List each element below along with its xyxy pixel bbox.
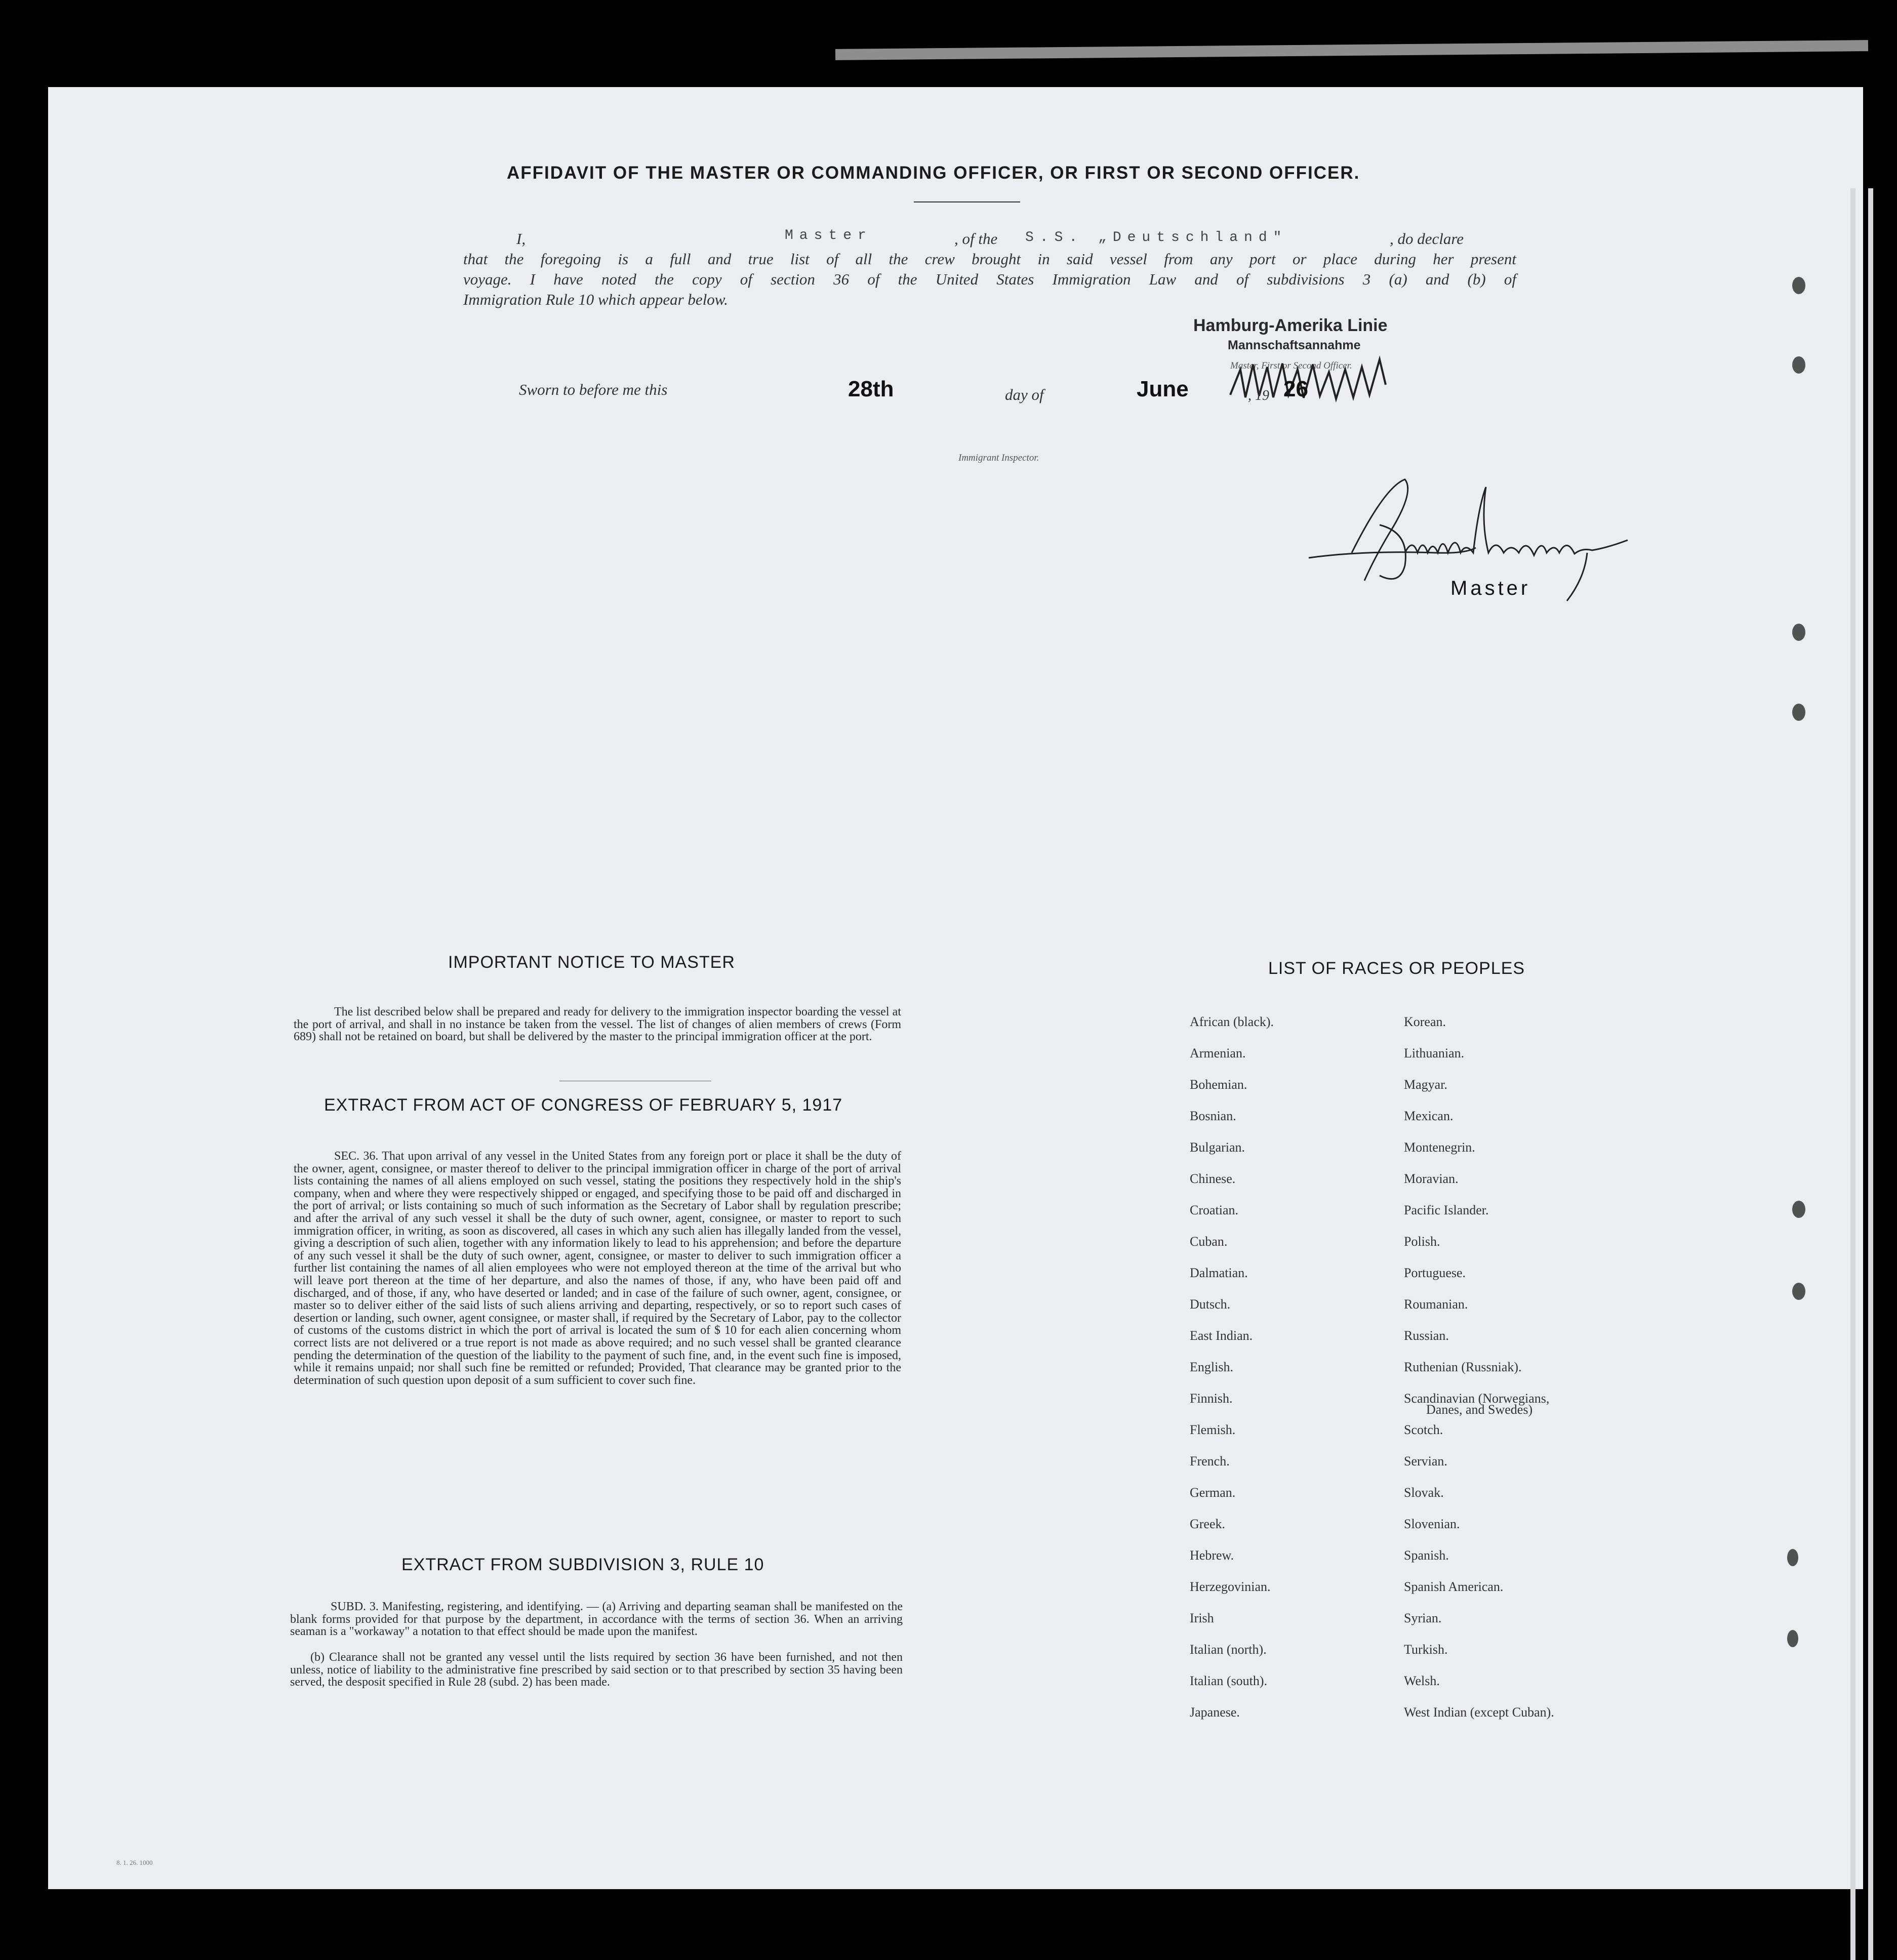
affidavit-title: AFFIDAVIT OF THE MASTER OR COMMANDING OFFICER, OR FIRST OR SECOND OFFICER. xyxy=(507,163,1360,183)
race-item-scandinavian-cont: Danes, and Swedes) xyxy=(1426,1402,1533,1417)
binder-hole xyxy=(1792,624,1805,641)
races-left-column xyxy=(1190,1014,1274,1736)
race-item: Finnish. xyxy=(1190,1391,1233,1406)
race-item: Bulgarian. xyxy=(1190,1140,1245,1155)
binder-hole xyxy=(1792,1201,1805,1218)
year-prefix: , 19 xyxy=(1248,388,1269,403)
race-item: Russian. xyxy=(1404,1328,1449,1343)
race-item: German. xyxy=(1190,1485,1236,1500)
rank-typed: Master xyxy=(785,228,872,243)
race-item: Croatian. xyxy=(1190,1203,1239,1217)
races-right-column xyxy=(1404,1014,1554,1736)
race-item: Dalmatian. xyxy=(1190,1265,1248,1280)
ship-name-typed: S.S. „Deutschland" xyxy=(1025,230,1288,246)
title-rule xyxy=(914,201,1020,202)
race-item: Chinese. xyxy=(1190,1171,1236,1186)
race-item: Hebrew. xyxy=(1190,1548,1234,1563)
race-item: Spanish. xyxy=(1404,1548,1449,1563)
binder-hole xyxy=(1787,1549,1798,1566)
race-item: Slovak. xyxy=(1404,1485,1444,1500)
rule-body-b: (b) Clearance shall not be granted any vessel until the lists required by section 36 have been furnished, and not then unless, notice of liability to the administrative fine prescribed by said section or to that prescribed by section 35 having been served, the desposit specified in Rule 28 (subd. 2) has been made. xyxy=(290,1651,903,1689)
act-body: SEC. 36. That upon arrival of any vessel in the United States from any foreign port or place it shall be the duty of the owner, agent, consignee, or master thereof to deliver to the principal immigration officer in charge of the port of arrival lists containing the names of all aliens employed on such vessel, stating the positions they respectively hold in the ship's company, when and where they were respectively shipped or engaged, and specifying those to be paid off and discharged in the port of arrival; or lists containing so much of such information as the Secretary of Labor shall by regulation prescribe; and after the arrival of any such vessel it shall be the duty of such owner, agent, consignee, or master to report to such immigration officer, in writing, as soon as discovered, all cases in which any such alien has illegally landed from the vessel, giving a description of such alien, together with any information likely to lead to his apprehension; and before the departure of any such vessel it shall be the duty of such owner, agent, consignee, or master to deliver to such immigration officer a further list containing the names of all alien employees who were not employed thereon at the time of the arrival but who will leave port thereon at the time of her departure, and also the names of those, if any, who have been paid off and discharged, and of those, if any, who have deserted or landed; and in case of the failure of such owner, agent, consignee, or master so to deliver either of the said lists of such aliens arriving and departing, respectively, or so to report such cases of desertion or landing, such owner, agent consignee, or master shall, if required by the Secretary of Labor, pay to the collector of customs of the customs district in which the port of arrival is located the sum of $ 10 for each alien concerning whom correct lists are not delivered or a true report is not made as above required; and no such vessel shall be granted clearance pending the determination of the question of the liability to the payment of such fine, and, in the event such fine is imposed, while it remains unpaid; nor shall such fine be remitted or refunded; Provided, That clearance may be granted prior to the determination of such question upon deposit of a sum sufficient to cover such fine. xyxy=(294,1150,901,1387)
race-item: Spanish American. xyxy=(1404,1579,1504,1594)
race-item: Portuguese. xyxy=(1404,1265,1466,1280)
race-item: Korean. xyxy=(1404,1014,1446,1029)
race-item: Welsh. xyxy=(1404,1673,1440,1688)
form-footer-code: 8. 1. 26. 1000 xyxy=(116,1859,153,1866)
race-item: Italian (south). xyxy=(1190,1673,1268,1688)
race-item: Dutsch. xyxy=(1190,1297,1231,1312)
department-stamp: Mannschaftsannahme xyxy=(1228,338,1361,352)
races-heading: LIST OF RACES OR PEOPLES xyxy=(1268,959,1525,978)
sworn-year: 26 xyxy=(1283,377,1308,401)
race-item: Italian (north). xyxy=(1190,1642,1267,1657)
race-item: Moravian. xyxy=(1404,1171,1459,1186)
race-item: Bosnian. xyxy=(1190,1109,1236,1123)
race-item: West Indian (except Cuban). xyxy=(1404,1705,1554,1720)
document-page xyxy=(48,87,1863,1889)
signature-title: Master xyxy=(1450,577,1531,599)
rule-heading: EXTRACT FROM SUBDIVISION 3, RULE 10 xyxy=(401,1555,764,1574)
race-item: English. xyxy=(1190,1360,1233,1374)
race-item: East Indian. xyxy=(1190,1328,1253,1343)
officer-caption: Master, First or Second Officer. xyxy=(1230,360,1352,371)
race-item: Irish xyxy=(1190,1611,1214,1625)
page-edge xyxy=(1868,188,1873,1960)
affidavit-line1-of: , of the xyxy=(954,230,998,248)
scan-top-strip xyxy=(835,40,1868,60)
company-stamp: Hamburg-Amerika Linie xyxy=(1193,316,1388,335)
race-item: Greek. xyxy=(1190,1517,1226,1531)
affidavit-line2: that the foregoing is a full and true list of all the crew brought in said vessel from any port or place during her present xyxy=(463,250,1516,268)
race-item: Polish. xyxy=(1404,1234,1440,1249)
sworn-day: 28th xyxy=(848,377,894,401)
race-item: Slovenian. xyxy=(1404,1517,1460,1531)
race-item: Armenian. xyxy=(1190,1046,1246,1060)
binder-hole xyxy=(1792,356,1805,374)
race-item: Lithuanian. xyxy=(1404,1046,1465,1060)
race-item: French. xyxy=(1190,1454,1230,1468)
binder-hole xyxy=(1787,1630,1798,1647)
race-item: Servian. xyxy=(1404,1454,1447,1468)
affidavit-line1-post: , do declare xyxy=(1390,230,1464,248)
binder-hole xyxy=(1792,277,1805,294)
page-edge xyxy=(1850,188,1855,1960)
notice-body: The list described below shall be prepared and ready for delivery to the immigration inspector boarding the vessel at the port of arrival, and shall in no instance be taken from the vessel. The list of changes of alien members of crews (Form 689) shall not be retained on board, but shall be delivered by the master to the principal immigration officer at the port. xyxy=(294,1005,901,1044)
sworn-label: Sworn to before me this xyxy=(519,381,668,398)
race-item: Montenegrin. xyxy=(1404,1140,1475,1155)
race-item: Ruthenian (Russniak). xyxy=(1404,1360,1522,1374)
race-item: African (black). xyxy=(1190,1014,1274,1029)
race-item: Pacific Islander. xyxy=(1404,1203,1489,1217)
race-item: Scotch. xyxy=(1404,1422,1443,1437)
race-item: Turkish. xyxy=(1404,1642,1448,1657)
race-item: Roumanian. xyxy=(1404,1297,1468,1312)
notice-heading: IMPORTANT NOTICE TO MASTER xyxy=(448,953,735,972)
race-item: Scandinavian (Norwegians, xyxy=(1404,1391,1550,1406)
affidavit-line1-pre: I, xyxy=(516,230,526,248)
race-item: Syrian. xyxy=(1404,1611,1442,1625)
inspector-caption: Immigrant Inspector. xyxy=(958,453,1039,463)
affidavit-line4: Immigration Rule 10 which appear below. xyxy=(463,291,728,308)
binder-hole xyxy=(1792,704,1805,721)
race-item: Cuban. xyxy=(1190,1234,1228,1249)
sworn-month: June xyxy=(1137,377,1189,401)
race-item: Mexican. xyxy=(1404,1109,1454,1123)
rule-body-a: SUBD. 3. Manifesting, registering, and identifying. — (a) Arriving and departing seaman shall be manifested on the blank forms provided for that purpose by the department, in accordance with the terms of section 36. When an arriving seaman is a "workaway" a notation to that effect should be made upon the manifest. xyxy=(290,1600,903,1639)
race-item: Bohemian. xyxy=(1190,1077,1247,1092)
race-item: Magyar. xyxy=(1404,1077,1447,1092)
race-item: Japanese. xyxy=(1190,1705,1240,1720)
act-heading: EXTRACT FROM ACT OF CONGRESS OF FEBRUARY 5, 1917 xyxy=(324,1095,843,1115)
day-of-label: day of xyxy=(1005,386,1044,403)
race-item: Flemish. xyxy=(1190,1422,1236,1437)
race-item: Herzegovinian. xyxy=(1190,1579,1271,1594)
affidavit-line3: voyage. I have noted the copy of section 36 of the United States Immigration Law and of subdivisions 3 (a) and (b) of xyxy=(463,270,1516,288)
binder-hole xyxy=(1792,1283,1805,1300)
